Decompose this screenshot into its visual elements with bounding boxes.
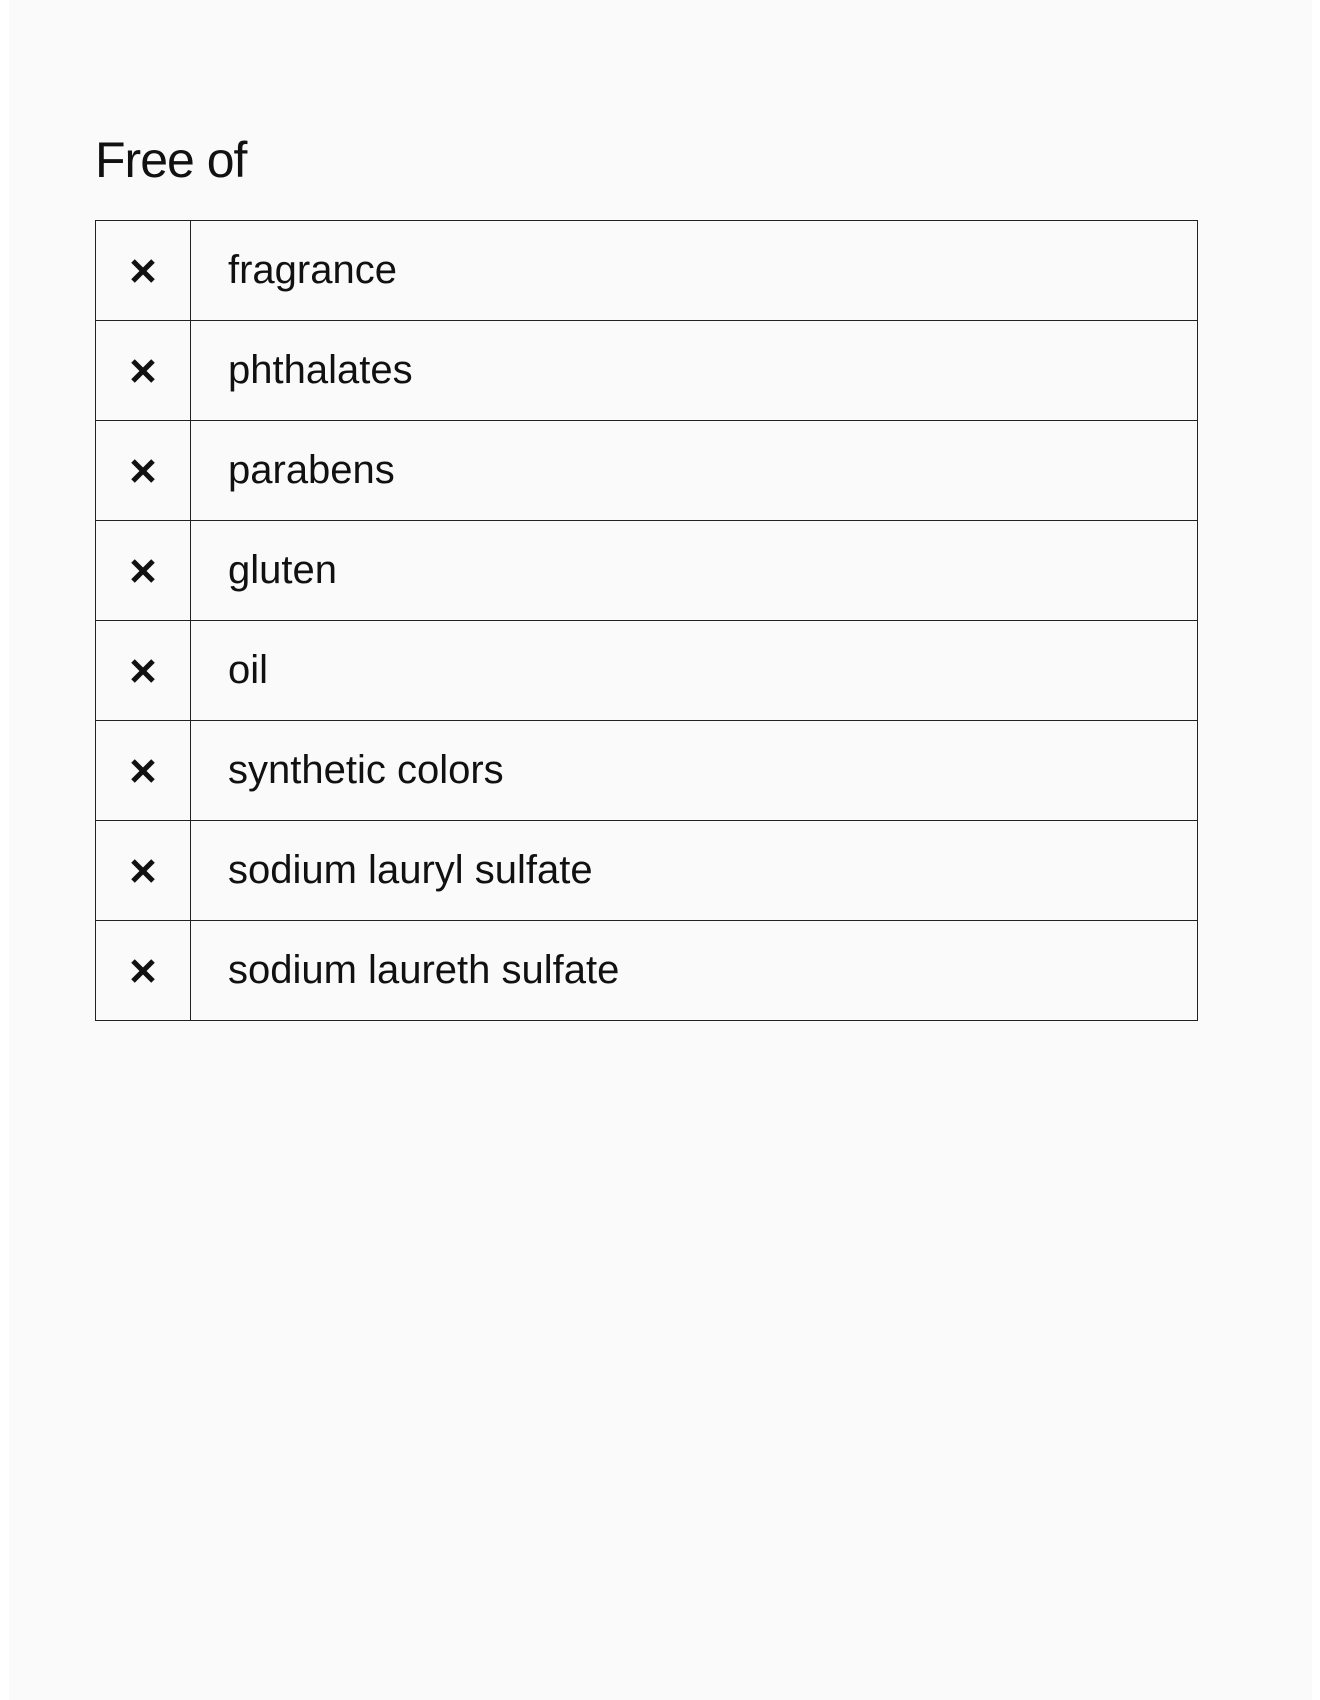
mark-cell — [96, 221, 191, 321]
table-row — [96, 521, 1198, 621]
x-mark-icon — [128, 656, 158, 686]
ingredient-label: parabens — [191, 421, 1198, 521]
ingredient-label: oil — [191, 621, 1198, 721]
table-row — [96, 821, 1198, 921]
ingredient-label: gluten — [191, 521, 1198, 621]
x-mark-icon — [128, 356, 158, 386]
table-row — [96, 221, 1198, 321]
mark-cell — [96, 321, 191, 421]
x-mark-icon — [128, 256, 158, 286]
ingredient-label: sodium lauryl sulfate — [191, 821, 1198, 921]
table-row — [96, 621, 1198, 721]
mark-cell — [96, 421, 191, 521]
mark-cell — [96, 521, 191, 621]
mark-cell — [96, 721, 191, 821]
x-mark-icon — [128, 456, 158, 486]
page — [9, 0, 1312, 1700]
x-mark-icon — [128, 756, 158, 786]
free-of-rows — [96, 221, 1198, 1021]
x-mark-icon — [128, 856, 158, 886]
x-mark-icon — [128, 556, 158, 586]
ingredient-label: phthalates — [191, 321, 1198, 421]
x-mark-icon — [128, 956, 158, 986]
mark-cell — [96, 921, 191, 1021]
mark-cell — [96, 821, 191, 921]
ingredient-label: sodium laureth sulfate — [191, 921, 1198, 1021]
table-row — [96, 721, 1198, 821]
mark-cell — [96, 621, 191, 721]
free-of-table — [95, 220, 1198, 1021]
table-row — [96, 921, 1198, 1021]
table-row — [96, 321, 1198, 421]
table-row — [96, 421, 1198, 521]
section-title: Free of — [95, 132, 247, 188]
ingredient-label: synthetic colors — [191, 721, 1198, 821]
ingredient-label: fragrance — [191, 221, 1198, 321]
